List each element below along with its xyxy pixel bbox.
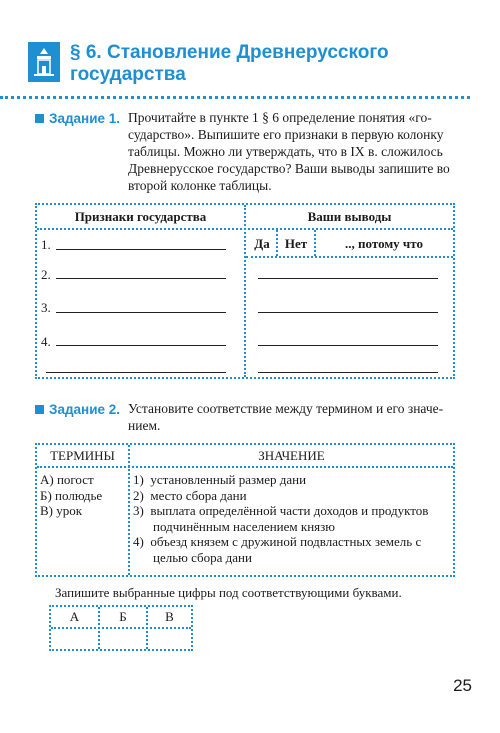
conclusion-answer-line[interactable] (258, 372, 438, 373)
no-because-divider (314, 230, 316, 256)
meanings-list (133, 472, 451, 565)
meaning-item-continued: подчинённым населением князю (153, 518, 335, 534)
answer-prompt: Запишите выбранные цифры под соответствующими буквами. (55, 585, 402, 600)
answer-header-v: В (165, 609, 174, 624)
conclusion-answer-line[interactable] (258, 312, 438, 313)
meaning-item-continued: целью сбора дани (153, 549, 252, 565)
term-item: А) погост (40, 472, 94, 487)
task1-text: Прочитайте в пункте 1 § 6 определение понятия «го- сударство». Выпишите его признаки в первую колонку таблицы. Можно ли утверждать, что в IX в. сложилось Древнерусское государство? Ваши выводы запишите во второй колонке таблицы. (128, 110, 450, 193)
section-logo-icon (28, 42, 60, 82)
meaning-item: 4) объезд князем с дружиной подвластных земель с (133, 534, 422, 549)
sign-row-number: 3. (41, 300, 51, 315)
meaning-item: 2) место сбора дани (133, 487, 247, 503)
term-item: В) урок (40, 503, 83, 518)
sign-answer-line[interactable] (46, 372, 226, 373)
conclusion-answer-line[interactable] (258, 278, 438, 279)
header-divider (0, 96, 470, 99)
meaning-item: 1) установленный размер дани (133, 472, 307, 487)
conclusion-answer-line[interactable] (258, 345, 438, 346)
answer-cell-a[interactable] (51, 629, 98, 649)
signs-table-divider (244, 205, 246, 377)
page-number: 25 (453, 676, 472, 695)
terms-table-divider (128, 445, 130, 575)
terms-table-header-line (37, 466, 453, 468)
terms-list (40, 472, 102, 519)
meanings-header: ЗНАЧЕНИЕ (258, 448, 325, 463)
sub-yes-header: Да (254, 236, 270, 251)
col-conclusions-header: Ваши выводы (307, 209, 392, 224)
task-marker-icon (35, 405, 44, 414)
answer-header-a: А (69, 609, 80, 624)
terms-header: ТЕРМИНЫ (50, 448, 115, 463)
task1-label: Задание 1. (35, 111, 120, 126)
section-title-line1: § 6. Становление Древнерусского (70, 42, 389, 63)
sign-row-number: 4. (41, 334, 51, 349)
answer-header-b: Б (119, 609, 127, 624)
task2-text: Установите соответствие между термином и его значе- нием. (128, 401, 444, 433)
sub-no-header: Нет (284, 236, 308, 251)
sign-row-number: 1. (41, 237, 51, 252)
signs-table-subheader-line (246, 256, 453, 258)
task-marker-icon (35, 114, 44, 123)
sub-because-header: .., потому что (345, 236, 423, 251)
signs-table-header-line (37, 228, 453, 230)
answer-cell-b[interactable] (100, 629, 146, 649)
sign-answer-line[interactable] (56, 312, 226, 313)
section-title-line2: государства (70, 64, 186, 85)
term-item: Б) полюдье (40, 487, 103, 503)
meaning-item: 3) выплата определённой части доходов и продуктов (133, 503, 429, 518)
task2-label: Задание 2. (35, 402, 120, 417)
answer-cell-v[interactable] (148, 629, 191, 649)
col-signs-header: Признаки государства (74, 209, 207, 224)
sign-row-number: 2. (41, 267, 51, 282)
section-title (70, 42, 490, 86)
sign-answer-line[interactable] (56, 345, 226, 346)
sign-answer-line[interactable] (56, 249, 226, 250)
sign-answer-line[interactable] (56, 278, 226, 279)
